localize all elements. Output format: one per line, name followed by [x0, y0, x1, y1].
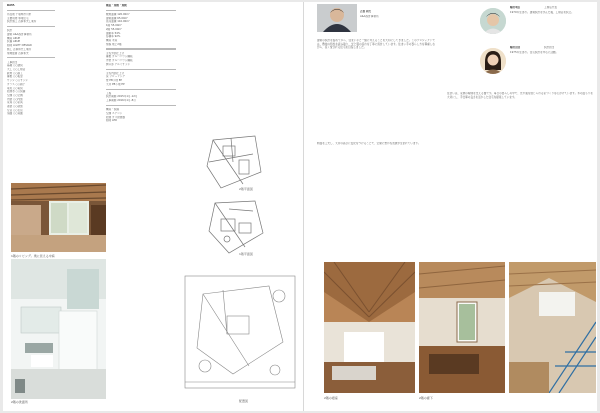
spec-line: 主な内部仕上げ — [106, 71, 125, 75]
spec-line: 敷地面積 120.00m² — [106, 12, 130, 16]
spec-line: 屋根 ガルバリウム鋼板 — [106, 55, 133, 59]
spec-line: 建築 A&A設計事務所 — [7, 33, 32, 37]
spec-line: 給排水 ○○設備 — [7, 90, 26, 94]
spec-line: 家具 ○○家具 — [7, 101, 23, 105]
spec-line: 鉄骨 ○○鉄工 — [7, 71, 23, 75]
spec-line: 1階 55.00m² — [106, 24, 123, 28]
spec-column-mid — [106, 4, 176, 123]
spec-line: 容積率 92% — [106, 35, 121, 39]
plan-label-2f: 2階平面図 — [239, 187, 253, 191]
caption-bathroom: 2階の洗面所 — [11, 400, 28, 404]
spec-line: 給湯 ガス給湯器 — [106, 115, 125, 119]
profile2-text: 1975年生まれ。住宅設計を中心に活動。 — [510, 51, 559, 54]
photo-interviewee — [317, 4, 357, 32]
caption-living-room: 1階のリビング。奥に見える中庭 — [11, 254, 55, 258]
spec-line: 工事期間 2016年1月-8月 — [106, 99, 136, 103]
plan-label-1f: 1階平面図 — [239, 252, 253, 256]
interview-body: 建築の設計を始めてから、住まい手と一緒に考えることを大切にしてきました。このプロジェクトでは、敷地の特性を読み取り、光と風の流れを丁寧に設計しています。住まい手の暮らし方を尊重しながら、長く愛される住宅を目指しました。 — [317, 39, 435, 50]
spec-line: 主な外部仕上げ — [106, 51, 125, 55]
spec-line: 塗装 ○○塗装 — [7, 105, 23, 109]
spec-line: 建蔽率 54% — [106, 31, 121, 35]
spec-line: 設計期間 2015年1月-12月 — [106, 95, 138, 99]
spec-line: 造園 ○○造園 — [7, 112, 23, 116]
profile1-text: 1970年生まれ。建築設計を学んだ後、工務店を設立。 — [510, 11, 574, 14]
spec-line: 照明 LED — [106, 119, 118, 123]
plan-label-site: 配置図 — [239, 399, 249, 403]
spec-line: 構造 ARUP — [7, 36, 21, 40]
spec-line: サッシ ○○サッシ — [7, 79, 28, 83]
spec-line: 構造 木造 — [106, 38, 118, 42]
spec-mid-heading: 構造・規模・規模 — [106, 4, 127, 7]
spec-line: 主要用途 専用住宅 — [7, 16, 29, 20]
spec-line: 照明 LIGHT DESIGN — [7, 44, 32, 48]
caption-room: 2階の廊下 — [419, 396, 433, 400]
right-page — [304, 2, 597, 411]
floor-plan-2f — [203, 132, 265, 194]
photo-stair-loft — [509, 262, 596, 393]
photo-profile-woman — [480, 48, 506, 74]
floor-plan-1f — [207, 197, 267, 257]
spec-line: 設計 — [7, 29, 13, 33]
spec-line: 外壁 ガルバリウム鋼板 — [106, 59, 133, 62]
magazine-spread — [3, 2, 597, 411]
spec-line: 工事担当 — [7, 60, 18, 64]
spec-left-list — [7, 13, 55, 116]
spec-line: 設計施工 古賀和夫工業所 — [7, 20, 37, 24]
spec-line: 開口部 アルミサッシ — [106, 62, 131, 66]
spec-line: 規模 地上2階 — [106, 42, 122, 46]
photo-profile-man — [480, 8, 506, 34]
data-tag: DATA — [7, 4, 15, 7]
spec-line: 空調 エアコン — [106, 111, 123, 115]
profile2-title: 設計担当 — [544, 46, 555, 49]
spec-line: 左官 ○○左官 — [7, 108, 23, 112]
profile1-name: 鶴田明弘 — [510, 6, 521, 9]
spec-line: 現場監督 古賀和夫 — [7, 51, 29, 55]
spec-line: 2階 55.00m² — [106, 27, 123, 31]
site-plan — [183, 274, 297, 392]
spec-line: 延床面積 110.00m² — [106, 20, 130, 24]
photo-bathroom — [11, 259, 106, 399]
right-body-text: 住まいは、家族の時間を支える器です。毎日の暮らしの中で、光や風を感じられる家づくりを心がけています。木の温もりを大切にし、手仕事の良さを活かした住宅を提案しています。 — [447, 92, 593, 99]
spec-line: 空調 ○○空調 — [7, 93, 23, 97]
spec-column-left — [7, 4, 55, 116]
interview-body-2: 断面を工夫し、天井の高さに変化をつけることで、空間に豊かな表情が生まれています。 — [317, 142, 421, 145]
spec-line: 大工 ○○工務店 — [7, 67, 26, 71]
spec-line: 内装 ○○内装 — [7, 97, 23, 101]
spec-line: 電気 ○○電設 — [7, 86, 23, 90]
spec-line: 設備 ARUP — [7, 40, 21, 44]
spec-line: 施工 古賀和夫工業所 — [7, 47, 32, 51]
photo-bedroom-eaves — [324, 262, 415, 393]
profile2-name: 鶴田由香 — [510, 46, 521, 49]
interviewee-role: A&A設計事務所 — [360, 15, 379, 18]
spec-line: ガラス ○○硝子 — [7, 82, 26, 86]
spec-line: 屋根 ○○板金 — [7, 75, 23, 79]
photo-room-window — [419, 262, 505, 393]
spec-line: 工程 — [106, 91, 112, 95]
spec-line: 所在地 千葉県市川市 — [7, 12, 32, 16]
caption-bedroom: 2階の寝室 — [324, 396, 338, 400]
spec-line: 壁 PB下地 EP — [106, 79, 122, 83]
spec-line: 構造・設備 — [106, 108, 119, 112]
profile1-title: 工務店代表 — [544, 6, 557, 9]
spec-line: 基礎 ○○建設 — [7, 64, 23, 68]
spec-line: 天井 PB下地 EP — [106, 82, 125, 86]
spec-line: 建築面積 65.00m² — [106, 16, 129, 20]
photo-living-room — [11, 183, 106, 252]
interviewee-name: 古賀 和夫 — [360, 10, 372, 13]
left-page — [3, 2, 303, 411]
spec-line: 床 フローリング — [106, 75, 125, 79]
